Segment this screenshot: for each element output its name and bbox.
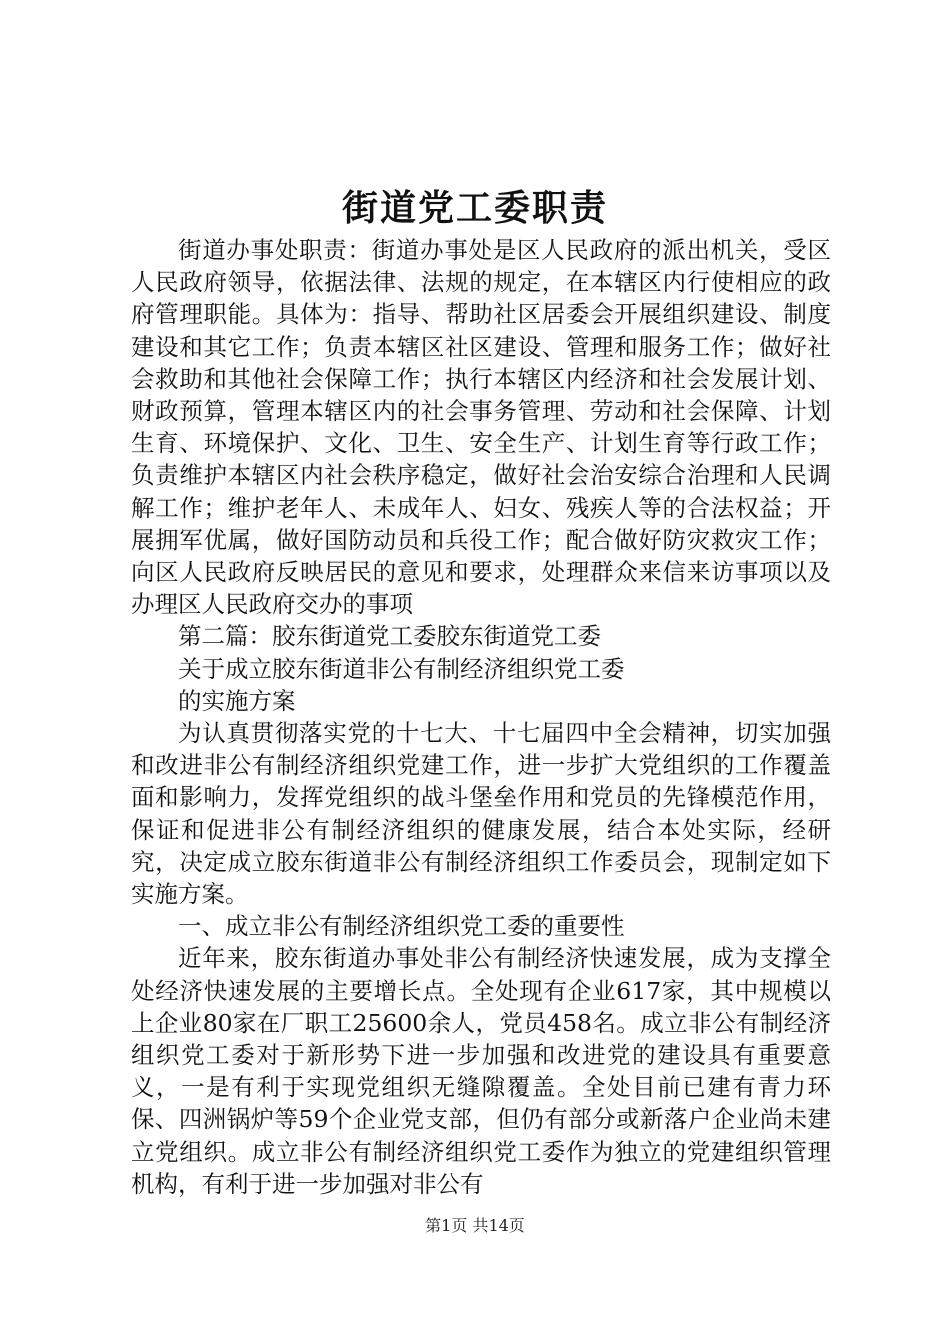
paragraph-4: 的实施方案 [178, 686, 296, 715]
document-title: 街道党工委职责 [341, 187, 608, 229]
paragraph-1: 街道办事处职责：街道办事处是区人民政府的派出机关，受区人民政府领导，依据法律、法规的规定，在本辖区内行使相应的政府管理职能。具体为：指导、帮助社区居委会开展组织建设、制度建设和其它工作；负责本辖区社区建设、管理和服务工作；做好社会救助和其他社会保障工作；执行本辖区内经济和社会发展计划、财政预算，管理本辖区内的社会事务管理、劳动和社会保障、计划生育、环境保护、文化、卫生、安全生产、计划生育等行政工作；负责维护本辖区内社会秩序稳定，做好社会治安综合治理和人民调解工作；维护老年人、未成年人、妇女、残疾人等的合法权益；开展拥军优属，做好国防动员和兵役工作；配合做好防灾救灾工作；向区人民政府反映居民的意见和要求，处理群众来信来访事项以及办理区人民政府交办的事项 [131, 236, 831, 619]
paragraph-5: 为认真贯彻落实党的十七大、十七届四中全会精神，切实加强和改进非公有制经济组织党建工作，进一步扩大党组织的工作覆盖面和影响力，发挥党组织的战斗堡垒作用和党员的先锋模范作用，保证和促进非公有制经济组织的健康发展，结合本处实际，经研究，决定成立胶东街道非公有制经济组织工作委员会，现制定如下实施方案。 [131, 719, 831, 909]
page-footer: 第1页 共14页 [425, 1216, 525, 1235]
paragraph-7: 近年来，胶东街道办事处非公有制经济快速发展，成为支撑全处经济快速发展的主要增长点。全处现有企业617家，其中规模以上企业80家在厂职工25600余人，党员458名。成立非公有制经济组织党工委对于新形势下进一步加强和改进党的建设具有重要意义，一是有利于实现党组织无缝隙覆盖。全处目前已建有青力环保、四洲锅炉等59个企业党支部，但仍有部分或新落户企业尚未建立党组织。成立非公有制经济组织党工委作为独立的党建组织管理机构，有利于进一步加强对非公有 [131, 944, 831, 1198]
paragraph-3: 关于成立胶东街道非公有制经济组织党工委 [178, 654, 625, 683]
paragraph-6: 一、成立非公有制经济组织党工委的重要性 [178, 912, 625, 941]
paragraph-2: 第二篇：胶东街道党工委胶东街道党工委 [178, 622, 601, 651]
document-body [131, 234, 831, 1200]
